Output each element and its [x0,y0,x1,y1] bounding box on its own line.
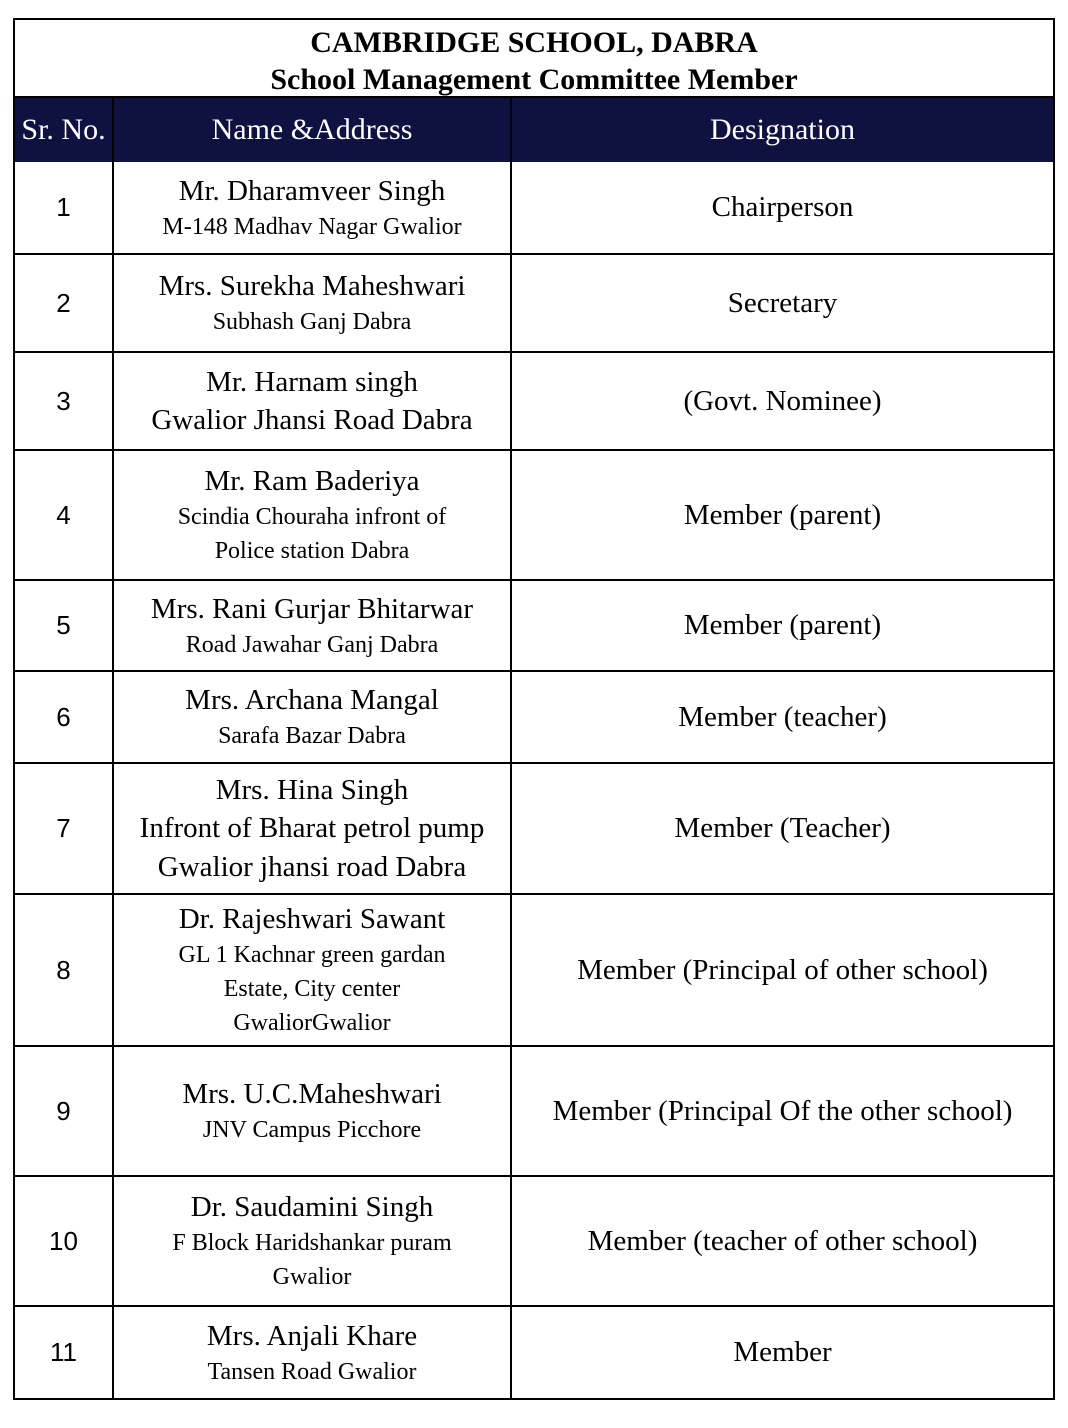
table-row [15,1046,1053,1176]
name-address-cell [113,763,511,894]
designation-cell: Member (Principal of other school) [511,894,1053,1046]
member-name: Mr. Ram Baderiya [204,465,420,497]
name-address-cell [113,1306,511,1398]
member-address-line: Gwalior jhansi road Dabra [157,850,467,883]
committee-table [15,98,1053,1398]
member-name: Mrs. Surekha Maheshwari [158,270,466,302]
member-address-line: Gwalior Jhansi Road Dabra [151,403,473,436]
name-address-cell [113,450,511,580]
sr-no-cell: 8 [15,894,113,1046]
column-header-designation: Designation [511,98,1053,162]
committee-sheet [13,18,1055,1400]
member-name: Mrs. Rani Gurjar Bhitarwar [150,592,474,625]
sr-no-cell: 7 [15,763,113,894]
table-row [15,1176,1053,1306]
table-row [15,894,1053,1046]
member-name: Dr. Saudamini Singh [190,1191,434,1223]
sr-no-cell: 1 [56,192,71,222]
designation-cell: Member (Teacher) [511,763,1053,894]
title-block [15,20,1053,98]
table-row [15,671,1053,763]
committee-subtitle: School Management Committee Member [270,63,798,96]
sr-no-cell: 6 [15,671,113,763]
committee-rows [15,162,1053,1398]
name-address-cell [113,671,511,763]
sr-no-cell: 4 [15,450,113,580]
name-address-cell [113,1176,511,1306]
member-address-line: Gwalior [272,1264,352,1290]
designation-cell: Member (teacher of other school) [511,1176,1053,1306]
table-row [15,352,1053,450]
table-row [15,1306,1053,1398]
table-row [15,162,1053,254]
member-name: Mr. Dharamveer Singh [178,174,446,207]
name-address-cell [113,894,511,1046]
table-row [15,450,1053,580]
designation-cell: Member (parent) [511,450,1053,580]
designation-cell: Member (teacher) [511,671,1053,763]
column-header-sr-no: Sr. No. [15,98,113,162]
member-address-line: F Block Haridshankar puram [172,1230,452,1256]
member-name: Mrs. Anjali Khare [206,1319,418,1352]
member-address-line: GL 1 Kachnar green gardan [178,942,446,968]
member-address-line: Police station Dabra [214,538,410,564]
school-name: CAMBRIDGE SCHOOL, DABRA [310,26,758,59]
table-row [15,763,1053,894]
member-name: Mrs. Hina Singh [215,773,409,806]
member-address-line: Estate, City center [223,976,401,1002]
name-address-cell [113,162,511,254]
header-row [15,98,1053,162]
member-address-line: Sarafa Bazar Dabra [218,723,406,749]
member-address-line: Scindia Chouraha infront of [177,504,447,530]
designation-cell: Secretary [511,254,1053,352]
sr-no-cell: 9 [15,1046,113,1176]
member-name: Mrs. U.C.Maheshwari [182,1078,442,1110]
member-address-line: JNV Campus Picchore [202,1117,422,1143]
member-name: Mrs. Archana Mangal [185,684,439,716]
name-address-cell [113,580,511,671]
designation-cell: Member (Principal Of the other school) [511,1046,1053,1176]
designation-cell: Member (parent) [511,580,1053,671]
member-address-line: M-148 Madhav Nagar Gwalior [162,213,462,240]
sr-no-cell: 5 [15,580,113,671]
name-address-cell [113,352,511,450]
sr-no-cell: 2 [15,254,113,352]
table-row [15,580,1053,671]
sr-no-cell: 3 [15,352,113,450]
name-address-cell [113,1046,511,1176]
column-header-name-address: Name &Address [113,98,511,162]
member-address-line: GwaliorGwalior [233,1010,391,1036]
member-address-line: Tansen Road Gwalior [207,1358,417,1385]
member-address-line: Subhash Ganj Dabra [212,309,412,335]
sr-no-cell: 11 [15,1306,113,1398]
sr-no-cell: 10 [15,1176,113,1306]
member-address-line: Road Jawahar Ganj Dabra [185,631,439,658]
designation-cell: Chairperson [511,162,1053,254]
member-name: Dr. Rajeshwari Sawant [178,903,446,935]
designation-cell: Member [511,1306,1053,1398]
member-name: Mr. Harnam singh [206,365,418,398]
name-address-cell [113,254,511,352]
member-address-line: Infront of Bharat petrol pump [139,811,485,844]
table-row [15,254,1053,352]
designation-cell: (Govt. Nominee) [511,352,1053,450]
